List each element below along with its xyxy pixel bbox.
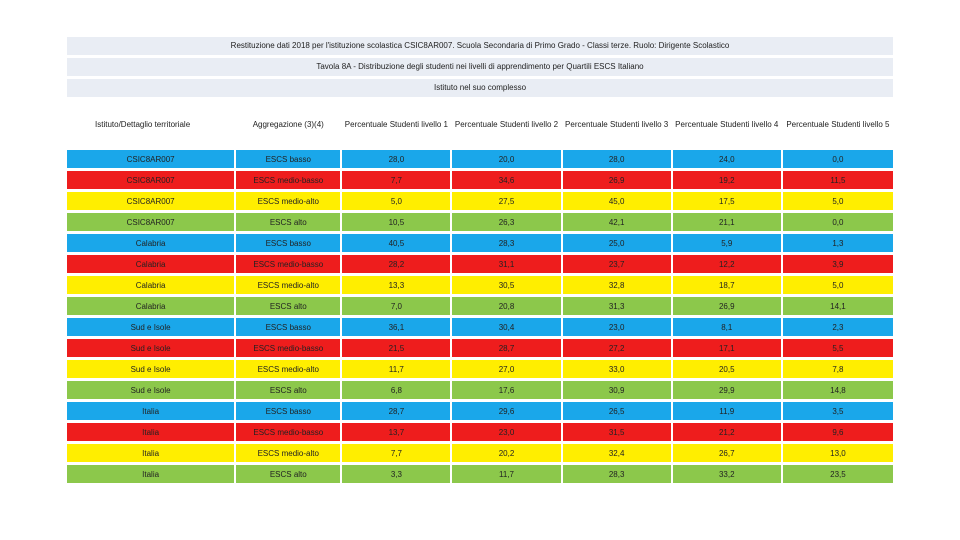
table-cell: Italia [67,444,236,462]
report-title: Restituzione dati 2018 per l'istituzione scolastica CSIC8AR007. Scuola Secondaria di Primo Grado - Classi terze. Ruolo: Dirigente Scolastico [67,37,893,55]
table-cell: CSIC8AR007 [67,150,236,168]
table-row [67,297,893,315]
table-body [67,150,893,483]
table-cell: Italia [67,402,236,420]
table-row [67,255,893,273]
table-cell: Italia [67,465,236,483]
table-cell: 45,0 [563,192,673,210]
table-row [67,402,893,420]
report-frame [67,37,893,486]
table-row [67,234,893,252]
header-row [67,103,893,147]
table-cell: 0,0 [783,213,893,231]
table-cell: 21,2 [673,423,783,441]
table-cell: 40,5 [342,234,452,252]
table-row [67,213,893,231]
table-cell: 42,1 [563,213,673,231]
table-cell: 0,0 [783,150,893,168]
table-row [67,192,893,210]
table-cell: 19,2 [673,171,783,189]
table-cell: 17,5 [673,192,783,210]
table-cell: ESCS medio-alto [236,192,342,210]
table-cell: 1,3 [783,234,893,252]
table-cell: 36,1 [342,318,452,336]
table-cell: 14,1 [783,297,893,315]
table-cell: 7,7 [342,444,452,462]
table-cell: 3,9 [783,255,893,273]
column-header: Istituto/Dettaglio territoriale [67,103,236,147]
table-cell: 3,3 [342,465,452,483]
table-cell: 33,2 [673,465,783,483]
table-cell: 25,0 [563,234,673,252]
table-subtitle: Istituto nel suo complesso [67,79,893,97]
table-cell: 30,4 [452,318,562,336]
table-cell: 30,5 [452,276,562,294]
table-cell: 11,7 [342,360,452,378]
table-cell: 34,6 [452,171,562,189]
table-cell: 11,9 [673,402,783,420]
table-cell: ESCS medio-basso [236,255,342,273]
table-cell: 28,0 [342,150,452,168]
table-cell: ESCS basso [236,234,342,252]
table-cell: CSIC8AR007 [67,171,236,189]
table-cell: CSIC8AR007 [67,213,236,231]
table-cell: Calabria [67,297,236,315]
table-cell: 31,1 [452,255,562,273]
table-cell: 13,0 [783,444,893,462]
table-cell: ESCS medio-alto [236,360,342,378]
table-cell: 8,1 [673,318,783,336]
table-cell: 5,0 [342,192,452,210]
table-cell: 23,7 [563,255,673,273]
table-cell: 13,3 [342,276,452,294]
table-cell: 23,0 [563,318,673,336]
table-cell: Sud e Isole [67,318,236,336]
table-cell: 26,9 [563,171,673,189]
table-cell: Calabria [67,276,236,294]
table-cell: ESCS basso [236,402,342,420]
table-cell: 27,0 [452,360,562,378]
table-cell: 2,3 [783,318,893,336]
table-cell: 33,0 [563,360,673,378]
table-cell: Sud e Isole [67,339,236,357]
table-cell: 26,9 [673,297,783,315]
table-cell: 26,5 [563,402,673,420]
table-cell: 28,7 [342,402,452,420]
table-cell: 17,6 [452,381,562,399]
table-cell: 20,8 [452,297,562,315]
table-cell: 6,8 [342,381,452,399]
table-cell: 20,5 [673,360,783,378]
table-cell: ESCS basso [236,318,342,336]
column-header: Percentuale Studenti livello 2 [452,103,562,147]
table-cell: 28,2 [342,255,452,273]
table-cell: 14,8 [783,381,893,399]
table-cell: 28,3 [563,465,673,483]
table-row [67,423,893,441]
column-header: Percentuale Studenti livello 5 [786,120,890,129]
table-cell: 9,6 [783,423,893,441]
table-cell: 18,7 [673,276,783,294]
table-cell: 26,3 [452,213,562,231]
table-cell: 27,5 [452,192,562,210]
table-cell: 21,1 [673,213,783,231]
table-cell: 11,5 [783,171,893,189]
table-cell: 7,7 [342,171,452,189]
table-row [67,339,893,357]
table-cell: 5,0 [783,276,893,294]
table-cell: 30,9 [563,381,673,399]
table-cell: 31,3 [563,297,673,315]
table-cell: 7,0 [342,297,452,315]
table-cell: 7,8 [783,360,893,378]
table-cell: 31,5 [563,423,673,441]
column-header: Percentuale Studenti livello 4 [673,103,783,147]
table-cell: ESCS alto [236,213,342,231]
table-cell: 24,0 [673,150,783,168]
table-cell: 5,5 [783,339,893,357]
column-header: Percentuale Studenti livello 1 [342,103,452,147]
table-row [67,171,893,189]
table-cell: Calabria [67,255,236,273]
table-cell: 28,7 [452,339,562,357]
table-cell: 10,5 [342,213,452,231]
table-cell: 23,5 [783,465,893,483]
table-row [67,381,893,399]
table-cell: ESCS alto [236,381,342,399]
table-row [67,465,893,483]
table-cell: CSIC8AR007 [67,192,236,210]
table-cell: 3,5 [783,402,893,420]
table-cell: Calabria [67,234,236,252]
table-cell: 11,7 [452,465,562,483]
table-cell: ESCS medio-alto [236,444,342,462]
table-cell: ESCS alto [236,465,342,483]
results-table [67,100,893,486]
table-cell: 21,5 [342,339,452,357]
table-cell: 29,9 [673,381,783,399]
table-cell: ESCS medio-basso [236,171,342,189]
table-cell: 17,1 [673,339,783,357]
table-cell: ESCS alto [236,297,342,315]
table-row [67,150,893,168]
table-cell: 28,0 [563,150,673,168]
table-cell: 12,2 [673,255,783,273]
table-cell: 29,6 [452,402,562,420]
table-cell: 32,4 [563,444,673,462]
table-cell: Sud e Isole [67,381,236,399]
table-cell: ESCS medio-basso [236,339,342,357]
table-title: Tavola 8A - Distribuzione degli studenti nei livelli di apprendimento per Quartili ESCS Italiano [67,58,893,76]
table-cell: 5,9 [673,234,783,252]
table-cell: ESCS basso [236,150,342,168]
table-row [67,276,893,294]
table-cell: 32,8 [563,276,673,294]
table-cell: 23,0 [452,423,562,441]
table-cell: 28,3 [452,234,562,252]
table-cell: 13,7 [342,423,452,441]
table-cell: 20,0 [452,150,562,168]
table-row [67,318,893,336]
table-cell: ESCS medio-basso [236,423,342,441]
table-cell: 5,0 [783,192,893,210]
table-cell: 20,2 [452,444,562,462]
table-row [67,444,893,462]
column-header: Percentuale Studenti livello 3 [563,103,673,147]
table-row [67,360,893,378]
table-cell: ESCS medio-alto [236,276,342,294]
table-cell: Sud e Isole [67,360,236,378]
table-cell: 26,7 [673,444,783,462]
table-cell: Italia [67,423,236,441]
table-cell: 27,2 [563,339,673,357]
column-header: Aggregazione (3)(4) [236,103,342,147]
